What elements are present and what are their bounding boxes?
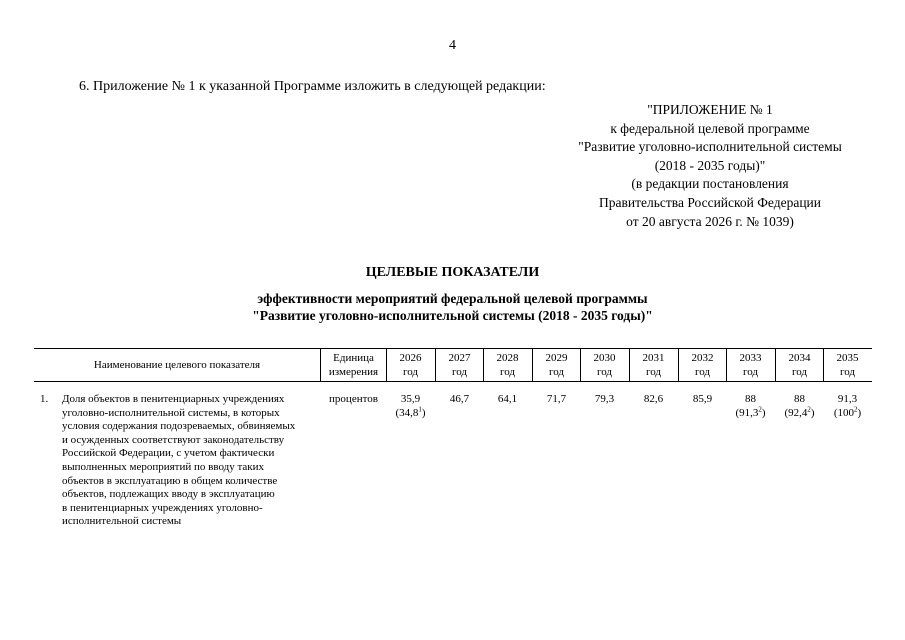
header-unit-line-2: измерения: [328, 366, 379, 378]
appendix-line: от 20 августа 2026 г. № 1039): [626, 213, 794, 229]
intro-text: 6. Приложение № 1 к указанной Программе изложить в следующей редакции:: [79, 79, 546, 94]
value-main: 46,7: [449, 393, 470, 405]
indicator-name-line: объектов в эксплуатацию в общем количестве: [62, 474, 278, 487]
unit-value: процентов: [329, 393, 378, 405]
value-main: 71,7: [546, 393, 567, 405]
indicator-name-line: выполненных мероприятий по вводу таких: [62, 460, 265, 473]
header-year-2028: [483, 351, 532, 379]
value-cell-2028: [483, 393, 532, 407]
subtitle-line-1: эффективности мероприятий федеральной целевой программы: [257, 291, 648, 306]
indicator-name-line: объектов, подлежащих вводу в эксплуатацию: [62, 488, 275, 501]
indicator-name-line: Доля объектов в пенитенциарных учреждениях: [62, 393, 285, 405]
value-cell-2035: [823, 393, 872, 420]
value-main: 91,3: [837, 393, 858, 405]
value-alt-number: (34,8: [395, 406, 419, 419]
header-year-word: год: [596, 366, 613, 378]
value-cell-2026: [386, 393, 435, 420]
indicator-name-line: исполнительной системы: [62, 515, 182, 528]
header-year-2033: [726, 351, 775, 379]
header-year-2029: [532, 351, 581, 379]
indicator-name-line: уголовно-исполнительной системы, в которых: [62, 406, 280, 419]
document-subtitle: [0, 290, 905, 324]
value-cell-2030: [580, 393, 629, 407]
value-alt-close: ): [810, 406, 815, 419]
table-top-rule: [34, 348, 872, 349]
indicator-name-line: и осужденных соответствуют законодательству: [62, 433, 285, 446]
value-main: 35,9: [400, 393, 421, 405]
footnote-mark: 2: [854, 404, 858, 413]
value-alt: [726, 404, 775, 421]
value-alt-close: ): [857, 406, 862, 419]
value-main: 82,6: [643, 393, 664, 405]
indicator-name-line: в пенитенциарных учреждениях уголовно-: [62, 501, 263, 514]
header-year-label: 2035: [836, 352, 859, 364]
value-main: 85,9: [692, 393, 713, 405]
value-alt: [775, 404, 824, 421]
row-number: 1.: [40, 393, 49, 405]
value-main: 64,1: [497, 393, 518, 405]
header-year-label: 2031: [642, 352, 665, 364]
header-year-word: год: [742, 366, 759, 378]
header-year-label: 2034: [788, 352, 811, 364]
footnote-mark: 2: [758, 404, 762, 413]
header-year-label: 2032: [691, 352, 714, 364]
value-cell-2034: [775, 393, 824, 420]
value-alt-number: (91,3: [735, 406, 759, 419]
value-alt-close: ): [421, 406, 426, 419]
header-year-label: 2030: [593, 352, 616, 364]
appendix-line: (2018 - 2035 годы)": [654, 157, 766, 173]
header-year-label: 2033: [739, 352, 762, 364]
header-year-label: 2028: [496, 352, 519, 364]
header-year-2035: [823, 351, 872, 379]
indicator-name-line: условия содержания подозреваемых, обвиняемых: [62, 420, 296, 433]
header-year-word: год: [791, 366, 808, 378]
value-alt: [823, 404, 872, 421]
value-cell-2029: [532, 393, 581, 407]
header-indicator-name: Наименование целевого показателя: [93, 359, 261, 371]
header-year-2031: [629, 351, 678, 379]
header-unit-line-1: Единица: [333, 352, 374, 364]
value-alt-close: ): [761, 406, 766, 419]
appendix-header: [560, 101, 860, 231]
header-year-label: 2027: [448, 352, 471, 364]
appendix-line: "ПРИЛОЖЕНИЕ № 1: [647, 102, 773, 117]
value-cell-2032: [678, 393, 727, 407]
header-year-2026: [386, 351, 435, 379]
value-alt-number: (100: [833, 406, 854, 419]
appendix-line: "Развитие уголовно-исполнительной системы: [578, 139, 842, 155]
header-year-word: год: [499, 366, 516, 378]
footnote-mark: 1: [418, 404, 422, 413]
subtitle-line-2: "Развитие уголовно-исполнительной системы (2018 - 2035 годы)": [252, 308, 653, 323]
header-year-2030: [580, 351, 629, 379]
header-year-word: год: [451, 366, 468, 378]
header-year-word: год: [694, 366, 711, 378]
indicator-name-line: Российской Федерации, с учетом фактически: [62, 447, 275, 460]
value-alt-number: (92,4: [784, 406, 808, 419]
page-number: 4: [449, 38, 456, 53]
header-year-2032: [678, 351, 727, 379]
header-year-2034: [775, 351, 824, 379]
value-main: 79,3: [594, 393, 615, 405]
appendix-line: Правительства Российской Федерации: [599, 194, 821, 210]
header-year-label: 2026: [399, 352, 422, 364]
footnote-mark: 2: [807, 404, 811, 413]
document-title: ЦЕЛЕВЫЕ ПОКАЗАТЕЛИ: [365, 265, 540, 280]
appendix-line: к федеральной целевой программе: [610, 120, 810, 136]
value-alt: [386, 404, 435, 421]
header-year-word: год: [402, 366, 419, 378]
header-year-word: год: [839, 366, 856, 378]
table-header-rule: [34, 381, 872, 382]
header-year-label: 2029: [545, 352, 568, 364]
value-cell-2031: [629, 393, 678, 407]
header-year-word: год: [548, 366, 565, 378]
value-main: 88: [745, 393, 756, 405]
header-unit: [321, 351, 386, 379]
value-cell-2033: [726, 393, 775, 420]
indicator-name: [62, 393, 327, 529]
appendix-line: (в редакции постановления: [631, 176, 789, 192]
header-year-word: год: [645, 366, 662, 378]
value-cell-2027: [435, 393, 484, 407]
value-main: 88: [794, 393, 805, 405]
header-year-2027: [435, 351, 484, 379]
